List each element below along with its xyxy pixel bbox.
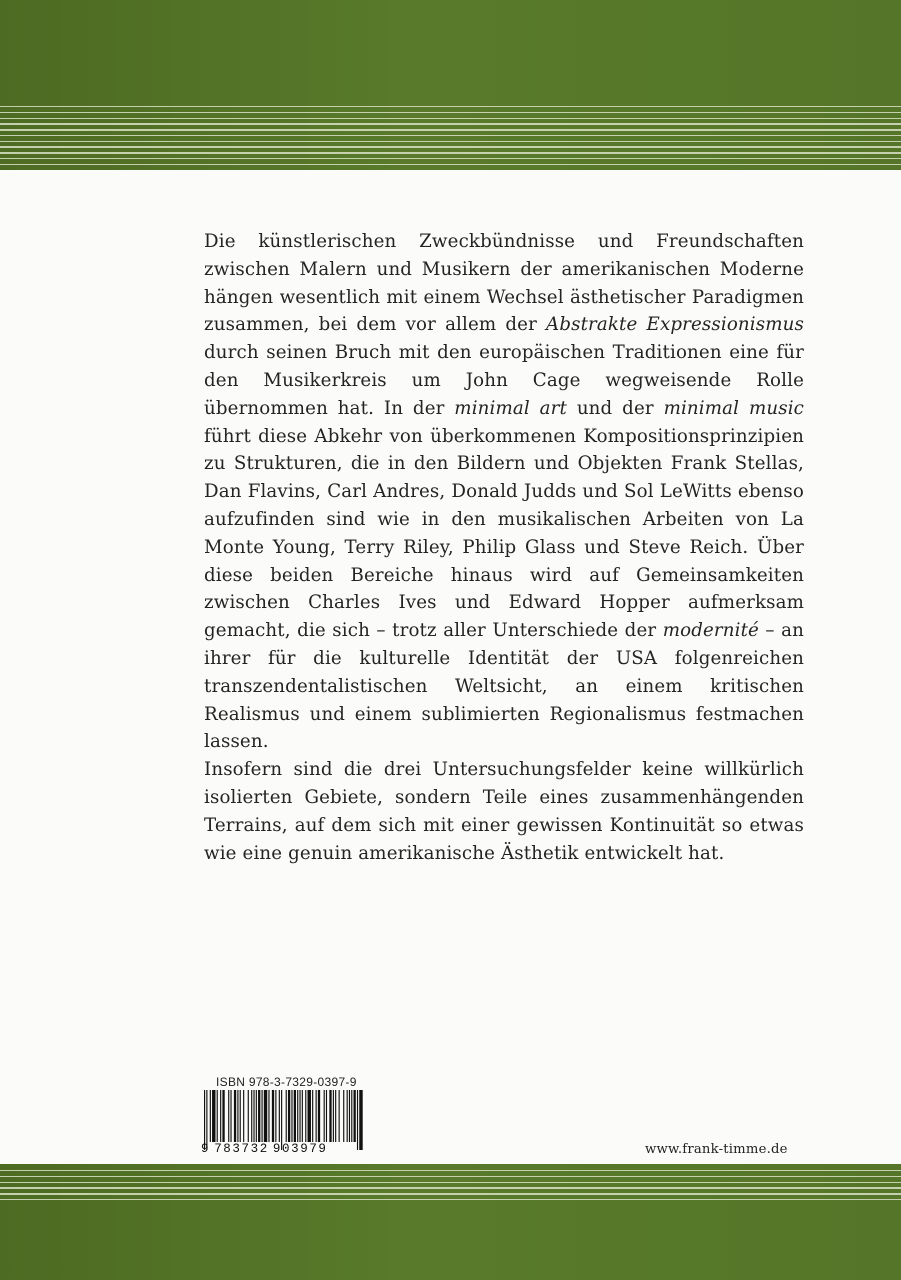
bottom-green-band xyxy=(0,1164,901,1280)
italic-term: Abstrakte Expressionismus xyxy=(546,314,804,336)
back-cover-blurb xyxy=(204,228,804,867)
decorative-stripes xyxy=(0,1170,901,1205)
text-run: – an ihrer für die kulturelle Identität der USA folgenreichen transzendentalistischen Weltsicht, an einem kritischen Realismus und einem sublimierten Regionalismus festmachen lassen. xyxy=(204,620,805,753)
text-run: durch seinen Bruch mit den europäischen Traditionen eine für den Musikerkreis um John Cage wegweisende Rolle übernommen hat. In der xyxy=(204,342,804,419)
top-green-band xyxy=(0,0,901,170)
isbn-label: ISBN 978-3-7329-0397-9 xyxy=(216,1075,357,1089)
publisher-website: www.frank-timme.de xyxy=(645,1142,788,1157)
italic-term: modernité xyxy=(662,620,759,642)
text-run: führt diese Abkehr von überkommenen Kompositionsprinzipien zu Strukturen, die in den Bildern und Objekten Frank Stellas, Dan Flavins, Carl Andres, Donald Judds und Sol LeWitts ebenso aufzufinden sind wie in den musikalischen Arbeiten von La Monte Young, Terry Riley, Philip Glass und Steve Reich. Über diese beiden Bereiche hinaus wird auf Gemeinsamkeiten zwischen Charles Ives und Edward Hopper aufmerksam gemacht, die sich – trotz aller Unterschiede der xyxy=(204,425,804,642)
barcode-digits: 9 783732 903979 xyxy=(201,1142,328,1156)
decorative-stripes xyxy=(0,106,901,170)
italic-term: minimal music xyxy=(663,397,804,419)
blurb-paragraph-1 xyxy=(204,228,804,756)
text-run: Die künstlerischen Zweckbündnisse und Freundschaften zwischen Malern und Musikern der amerikanischen Moderne hängen wesentlich mit einem Wechsel ästhetischer Paradigmen zusammen, bei dem vor allem der xyxy=(204,231,804,336)
italic-term: minimal art xyxy=(454,397,567,419)
text-run: und der xyxy=(566,397,664,419)
blurb-paragraph-2: Insofern sind die drei Untersuchungsfelder keine willkürlich isolierten Gebiete, sondern Teile eines zusammenhängenden Terrains, auf dem sich mit einer gewissen Kontinuität so etwas wie eine genuin amerikanische Ästhetik entwickelt hat. xyxy=(204,759,804,864)
